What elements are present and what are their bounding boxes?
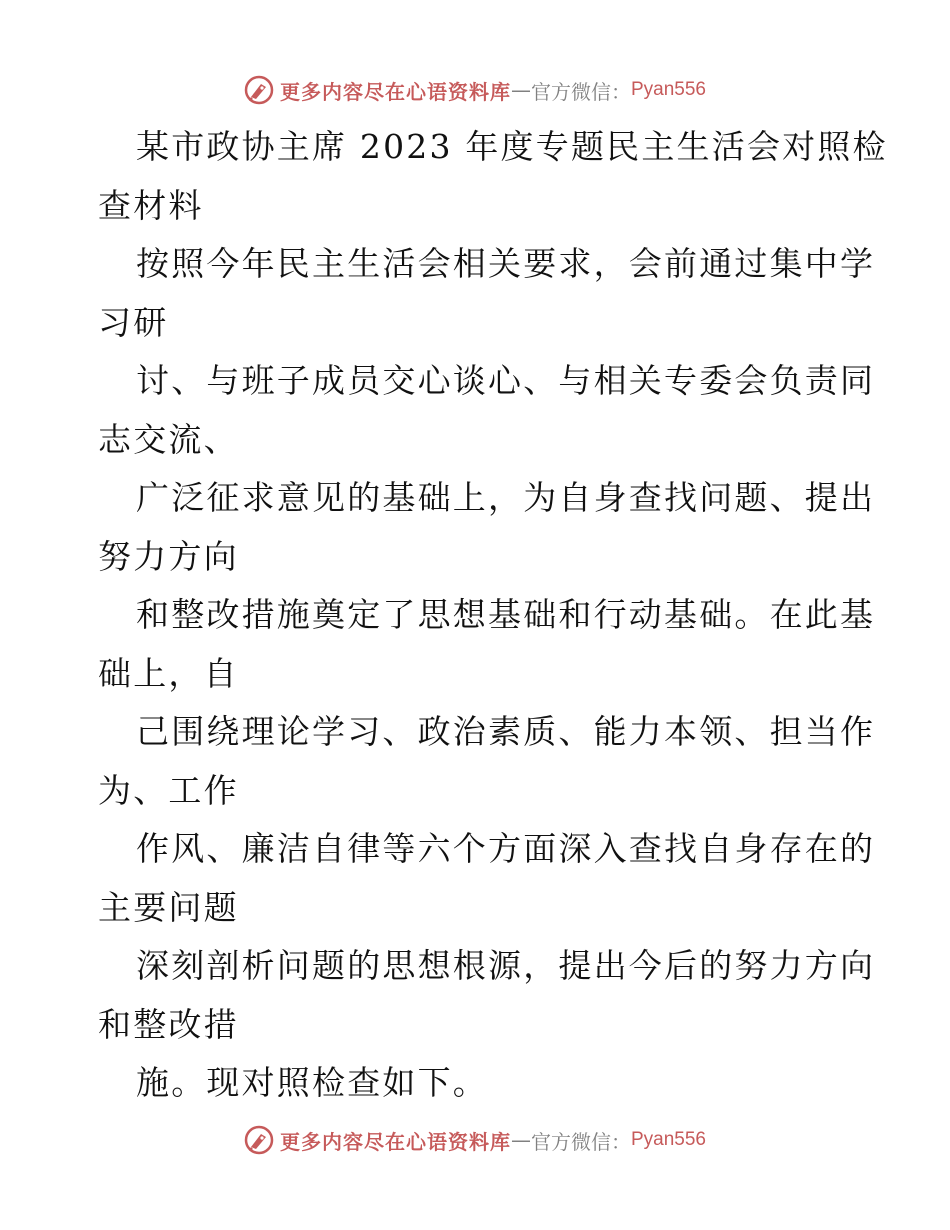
paragraph-line: 努力方向 — [98, 536, 239, 576]
paragraph-line: 习研 — [98, 302, 169, 342]
paragraph-line: 为、工作 — [98, 770, 239, 810]
document-title-line: 查材料 — [98, 185, 204, 225]
banner-wechat-id: Pyan556 — [630, 79, 706, 100]
banner-wechat-label: 官方微信： — [530, 79, 631, 104]
paragraph-line: 己围绕理论学习、政治素质、能力本领、担当作 — [136, 712, 876, 751]
paragraph-line: 主要问题 — [98, 887, 239, 927]
paragraph-line: 讨、与班子成员交心谈心、与相关专委会负责同 — [136, 361, 876, 400]
banner-promo-text: 更多内容尽在心语资料库 — [279, 79, 511, 104]
paragraph-line: 作风、廉洁自律等六个方面深入查找自身存在的 — [136, 829, 876, 868]
paragraph-line: 和整改措施奠定了思想基础和行动基础。在此基 — [136, 595, 876, 634]
paragraph-line: 施。现对照检查如下。 — [136, 1063, 488, 1102]
paragraph-line: 志交流、 — [98, 419, 239, 459]
footer-banner — [0, 1120, 950, 1160]
header-banner — [0, 70, 950, 110]
paragraph-line: 按照今年民主生活会相关要求，会前通过集中学 — [136, 244, 876, 283]
banner-wechat-label: 官方微信： — [530, 1129, 631, 1154]
document-title-line: 某市政协主席 2023 年度专题民主生活会对照检 — [136, 127, 888, 166]
paragraph-line: 和整改措 — [98, 1004, 239, 1044]
banner-dash: — — [510, 1128, 531, 1152]
banner-dash: — — [510, 78, 531, 102]
banner-promo-text: 更多内容尽在心语资料库 — [279, 1129, 511, 1154]
banner-wechat-id: Pyan556 — [630, 1129, 706, 1150]
pen-nib-logo-icon — [244, 1125, 274, 1155]
paragraph-line: 深刻剖析问题的思想根源，提出今后的努力方向 — [136, 946, 876, 985]
paragraph-line: 础上，自 — [98, 653, 239, 693]
document-body — [98, 118, 888, 1113]
pen-nib-logo-icon — [244, 75, 274, 105]
paragraph-line: 广泛征求意见的基础上，为自身查找问题、提出 — [136, 478, 876, 517]
